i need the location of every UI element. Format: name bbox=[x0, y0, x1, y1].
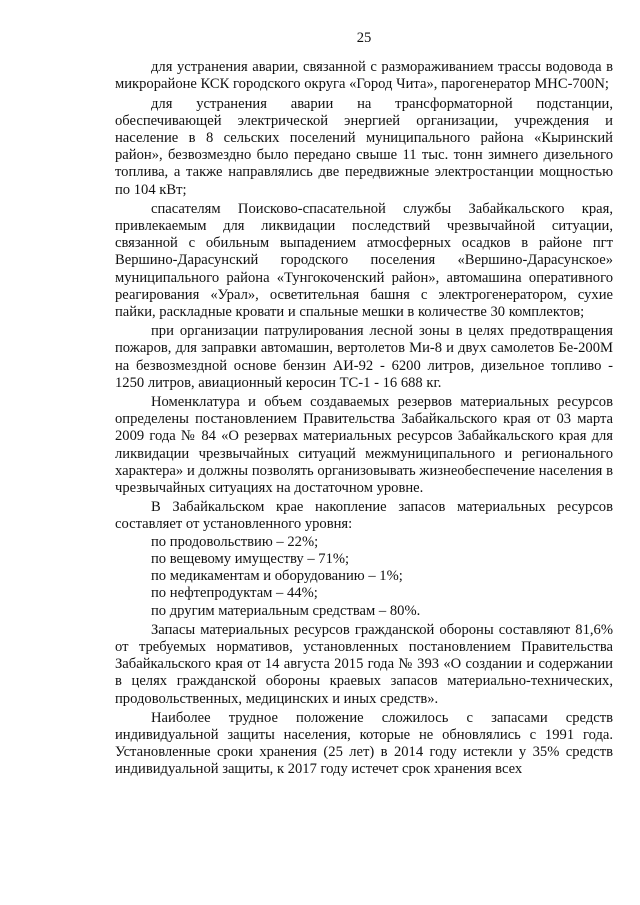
list-item-food: по продовольствию – 22%; bbox=[151, 533, 319, 550]
page-number: 25 bbox=[356, 30, 372, 46]
list-item-clothing: по вещевому имуществу – 71%; bbox=[151, 550, 350, 567]
paragraph-1: для устранения аварии, связанной с размораживанием трассы водовода в микрорайоне КСК городского округа «Город Чита», парогенератор МНС-700N; bbox=[115, 59, 613, 93]
paragraph-2: для устранения аварии на трансформаторной подстанции, обеспечивающей электрической энергией организации, учреждения и население в 8 сельских поселений муниципального района «Кыринский район», безвозмездно было передано свыше 11 тыс. тонн зимнего дизельного топлива, а также направлялись две передвижные электростанции мощностью по 104 кВт; bbox=[115, 95, 613, 198]
paragraph-4: при организации патрулирования лесной зоны в целях предотвращения пожаров, для заправки автомашин, вертолетов Ми-8 и двух самолетов Бе-200М на безвозмездной основе бензин АИ-92 - 6200 литров, дизельное топливо - 1250 литров, авиационный керосин ТС-1 - 16 688 кг. bbox=[115, 323, 613, 391]
list-item-other: по другим материальным средствам – 80%. bbox=[151, 602, 421, 619]
paragraph-7: Запасы материальных ресурсов гражданской обороны составляют 81,6% от требуемых нормативов, установленных постановлением Правительства Забайкальского края от 14 августа 2015 года № 393 «О создании и содержании в целях гражданской обороны краевых запасов материально-технических, продовольственных, медицинских и иных средств». bbox=[115, 621, 613, 707]
paragraph-3: спасателям Поисково-спасательной службы Забайкальского края, привлекаемым для ликвидации последствий чрезвычайной ситуации, связанной с обильным выпадением атмосферных осадков в районе пгт Вершино-Дарасунский городского поселения «Вершино-Дарасунское» муниципального района «Тунгокоченский район», автомашина оперативного реагирования «Урал», осветительная башня с электрогенератором, сухие пайки, раскладные кровати и спальные мешки в количестве 30 комплектов; bbox=[115, 200, 613, 321]
paragraph-6: В Забайкальском крае накопление запасов материальных ресурсов составляет от установленного уровня: bbox=[115, 499, 613, 533]
list-item-fuel: по нефтепродуктам – 44%; bbox=[151, 585, 318, 602]
document-page bbox=[115, 30, 613, 779]
paragraph-8: Наиболее трудное положение сложилось с запасами средств индивидуальной защиты населения, которые не обновлялись с 1991 года. Установленные сроки хранения (25 лет) в 2014 году истекли у 35% средств индивидуальной защиты, к 2017 году истечет срок хранения всех bbox=[115, 709, 613, 778]
paragraph-5: Номенклатура и объем создаваемых резервов материальных ресурсов определены постановлением Правительства Забайкальского края от 03 марта 2009 года № 84 «О резервах материальных ресурсов Забайкальского края для ликвидации чрезвычайных ситуаций межмуниципального и регионального характера» и должны позволять организовывать жизнеобеспечение населения в чрезвычайных ситуациях на достаточном уровне. bbox=[115, 394, 613, 497]
list-item-medicine: по медикаментам и оборудованию – 1%; bbox=[151, 568, 403, 585]
